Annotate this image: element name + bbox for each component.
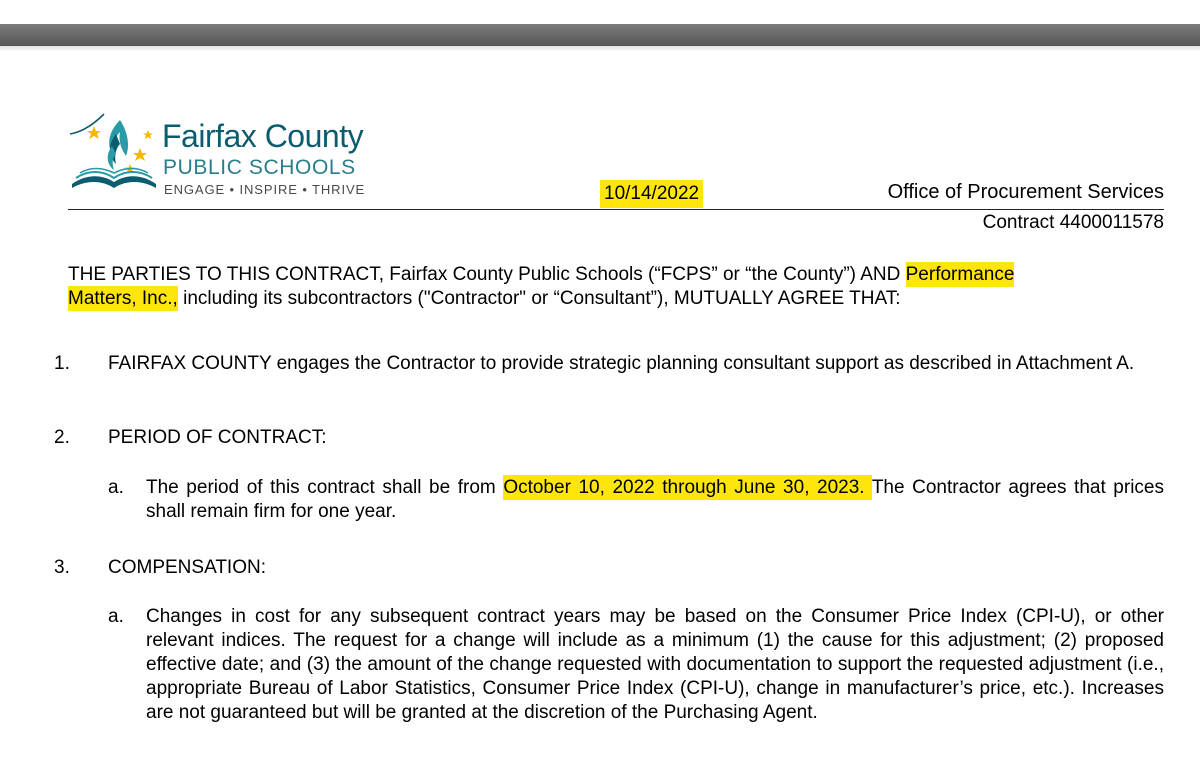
party-name-highlight-1: Performance bbox=[905, 264, 1015, 285]
section-2-heading: PERIOD OF CONTRACT: bbox=[108, 427, 327, 448]
star-icon bbox=[133, 148, 147, 161]
window-top-strip bbox=[0, 0, 1200, 24]
section-1-text: FAIRFAX COUNTY engages the Contractor to provide strategic planning consultant support as described in Attachment A. bbox=[108, 353, 1135, 374]
document-date: 10/14/2022 bbox=[600, 180, 703, 208]
office-name: Office of Procurement Services bbox=[887, 181, 1164, 203]
intro-before-text: THE PARTIES TO THIS CONTRACT, Fairfax County Public Schools (“FCPS” or “the County”) AND bbox=[68, 264, 906, 285]
period-dates-highlight: October 10, 2022 through June 30, 2023. bbox=[503, 477, 872, 498]
logo-title: Fairfax County bbox=[162, 118, 364, 154]
item-letter: a. bbox=[108, 477, 124, 498]
toolbar-shadow bbox=[0, 46, 1200, 52]
contract-number: Contract 4400011578 bbox=[982, 212, 1164, 233]
section-number: 3. bbox=[54, 557, 70, 578]
logo-subtitle: PUBLIC SCHOOLS bbox=[163, 156, 356, 179]
intro-after-text: including its subcontractors ("Contractor" or “Consultant”), MUTUALLY AGREE THAT: bbox=[177, 288, 901, 309]
header-divider bbox=[68, 209, 1164, 210]
swash-decoration bbox=[68, 112, 108, 136]
fcps-logo bbox=[68, 112, 408, 202]
section-number: 2. bbox=[54, 427, 70, 448]
section-3a-text: Changes in cost for any subsequent contract years may be based on the Consumer Price Index (CPI-U), or other relevant indices. The request for a change will include as a minimum (1) the cause for this adjustment; (2) proposed effective date; and (3) the amount of the change requested with documentation to support the requested adjustment (i.e., appropriate Bureau of Labor Statistics, Consumer Price Index (CPI-U), change in manufacturer’s price, etc.). Increases are not guaranteed but will be granted at the discretion of the Purchasing Agent. bbox=[146, 606, 1164, 723]
party-name-highlight-2: Matters, Inc., bbox=[68, 288, 178, 309]
item-letter: a. bbox=[108, 606, 124, 627]
section-3-heading: COMPENSATION: bbox=[108, 557, 266, 578]
logo-tagline: ENGAGE • INSPIRE • THRIVE bbox=[164, 182, 366, 197]
period-before-text: The period of this contract shall be from bbox=[146, 477, 504, 498]
viewer-toolbar-bar bbox=[0, 24, 1200, 46]
section-2a-text bbox=[146, 476, 1164, 524]
section-number: 1. bbox=[54, 353, 70, 374]
intro-paragraph bbox=[68, 263, 1164, 311]
period-after-text: The Contractor agrees that prices shall remain firm for one year. bbox=[146, 477, 1164, 522]
star-icon bbox=[143, 130, 153, 139]
